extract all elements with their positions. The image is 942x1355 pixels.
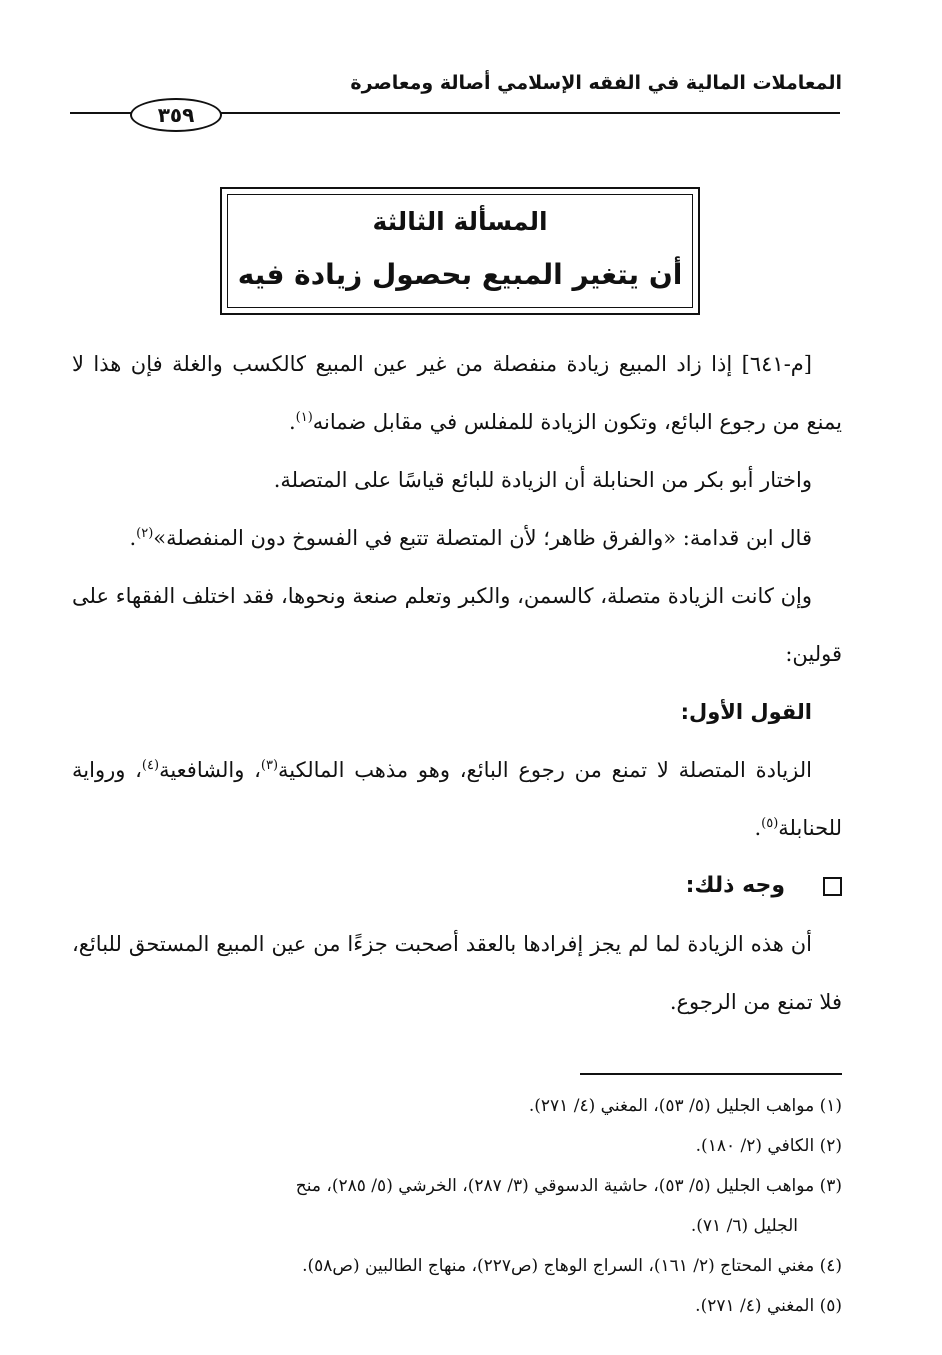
reason-heading-line: [72, 857, 842, 915]
footnote-ref-3: (٣): [260, 758, 279, 773]
footnote-3-continued: الجليل (٦/ ٧١).: [690, 1216, 798, 1236]
footnote-3: (٣) مواهب الجليل (٥/ ٥٣)، حاشية الدسوقي (٣/ ٢٨٧)، الخرشي (٥/ ٢٨٥)، منح: [295, 1176, 842, 1196]
reason-heading: [72, 857, 842, 915]
footnote-5: (٥) المغني (٤/ ٢٧١).: [695, 1296, 842, 1316]
paragraph-5-text-b: ، والشافعية: [159, 758, 261, 782]
paragraph-5: [72, 741, 842, 857]
paragraph-1-text: [م-٦٤١] إذا زاد المبيع زيادة منفصلة من غير عين المبيع كالكسب والغلة فإن هذا لا يمنع من رجوع البائع، وتكون الزيادة للمفلس في مقابل ضمانه: [72, 352, 842, 434]
footnotes: [72, 1086, 842, 1326]
square-bullet-icon: [823, 877, 842, 896]
footnote-4: (٤) مغني المحتاج (٢/ ١٦١)، السراج الوهاج (ص٢٢٧)، منهاج الطالبين (ص٥٨).: [302, 1256, 842, 1276]
page-number: ٣٥٩: [130, 98, 222, 132]
paragraph-3: [72, 509, 842, 567]
paragraph-1: [72, 335, 842, 451]
reason-heading-text: وجه ذلك:: [685, 873, 785, 898]
running-header-title: المعاملات المالية في الفقه الإسلامي أصالة ومعاصرة: [350, 72, 842, 94]
paragraph-5-text-a: الزيادة المتصلة لا تمنع من رجوع البائع، وهو مذهب المالكية: [278, 758, 812, 782]
section-title: المسألة الثالثة: [372, 207, 548, 236]
section-subtitle: أن يتغير المبيع بحصول زيادة فيه: [237, 258, 683, 291]
footnote-ref-2: (٢): [136, 526, 154, 541]
footnote-rule: [580, 1073, 842, 1075]
section-title-inner-frame: [227, 194, 693, 308]
paragraph-3-text: قال ابن قدامة: «والفرق ظاهر؛ لأن المتصلة تتبع في الفسوخ دون المنفصلة»: [153, 526, 812, 550]
footnote-2: (٢) الكافي (٢/ ١٨٠).: [695, 1136, 842, 1156]
footnote-ref-4: (٤): [141, 758, 160, 773]
footnote-1: (١) مواهب الجليل (٥/ ٥٣)، المغني (٤/ ٢٧١).: [528, 1096, 842, 1116]
paragraph-5-text-c: ، ورواية للحنابلة: [72, 758, 842, 840]
paragraph-2: واختار أبو بكر من الحنابلة أن الزيادة للبائع قياسًا على المتصلة.: [273, 468, 812, 492]
paragraph-6: أن هذه الزيادة لما لم يجز إفرادها بالعقد أصحبت جزءًا من عين المبيع المستحق للبائع، فلا تمنع من الرجوع.: [72, 932, 842, 1014]
section-title-box: [220, 187, 700, 315]
paragraph-5-end: .: [754, 816, 762, 840]
footnote-ref-5: (٥): [761, 816, 779, 831]
first-opinion-heading: القول الأول:: [680, 700, 812, 724]
paragraph-4: وإن كانت الزيادة متصلة، كالسمن، والكبر وتعلم صنعة ونحوها، فقد اختلف الفقهاء على قولين:: [72, 584, 842, 666]
body-text: [72, 335, 842, 1031]
paragraph-1-end: .: [288, 410, 296, 434]
paragraph-3-end: .: [129, 526, 137, 550]
footnote-ref-1: (١): [295, 410, 313, 425]
